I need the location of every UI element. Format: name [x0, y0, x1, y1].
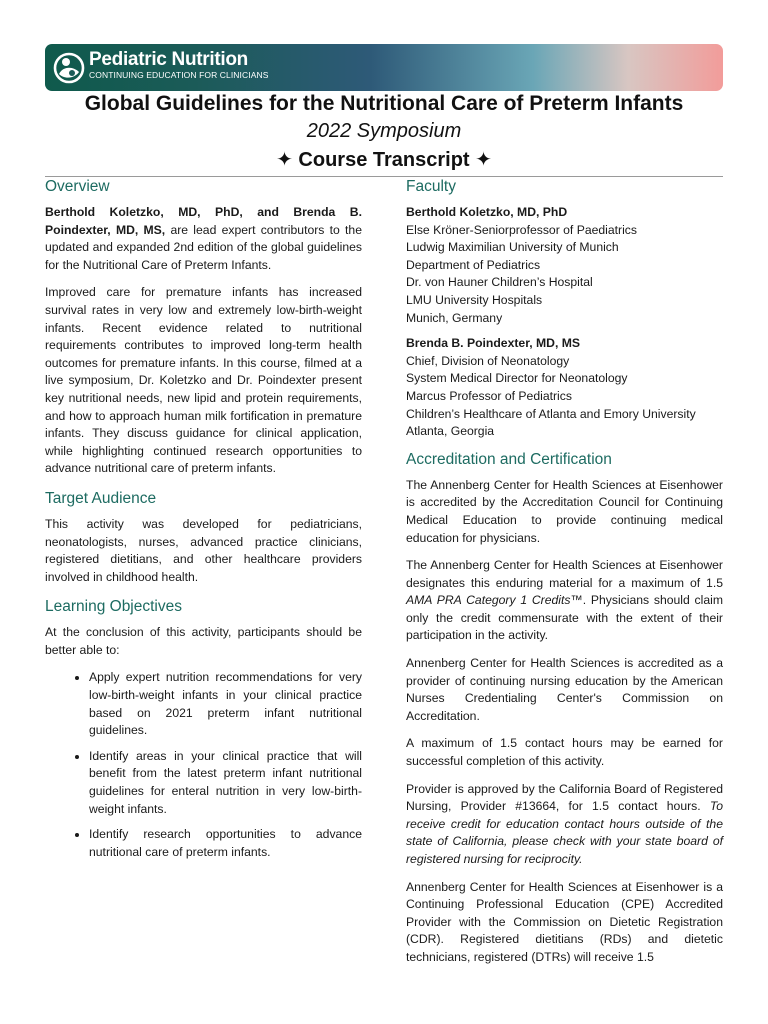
faculty-affiliation: Department of Pediatrics — [406, 257, 541, 272]
objective-item: • Identify areas in your clinical practice that will benefit from the latest preterm infant nutritional guidelines for enteral nutrition in very low-birth-weight infants. — [89, 748, 362, 818]
faculty-affiliation: Chief, Division of Neonatology — [406, 353, 570, 368]
objective-item: • Apply expert nutrition recommendations for very low-birth-weight infants in your clinical practice based on 2021 preterm infant nutritional guidelines. — [89, 669, 362, 739]
faculty-heading: Faculty — [406, 178, 456, 195]
accreditation-paragraph — [406, 781, 723, 869]
overview-p1-text: are lead expert contributors to the updated and expanded 2nd edition of the global guidelines for the Nutritional Care of Preterm Infants. — [45, 222, 362, 272]
accreditation-p5-text: Provider is approved by the California Board of Registered Nursing, Provider #13664, for 1.5 contact hours. — [406, 781, 723, 814]
faculty-affiliation: System Medical Director for Neonatology — [406, 371, 628, 386]
objectives-list — [45, 669, 362, 861]
faculty-affiliation: Munich, Germany — [406, 310, 503, 325]
course-transcript-label: ✦ Course Transcript ✦ — [276, 149, 492, 171]
faculty-name: Berthold Koletzko, MD, PhD — [406, 205, 568, 219]
overview-paragraph-2: Improved care for premature infants has increased survival rates in very low and extremely low-birth-weight infants. Recent evidence related to nutritional requirements contributes to improved long-term health outcomes for premature infants. In this course, filmed at a live symposium, Dr. Koletzko and Dr. Poindexter present key nutritional needs, new lipid and protein requirements, and how to approach human milk fortification in premature infants. They discuss guidance for clinical application, while highlighting continued research opportunities to advance nutritional care of preterm infants. — [45, 285, 362, 476]
faculty-affiliation: Else Kröner-Seniorprofessor of Paediatrics — [406, 222, 637, 237]
document-title: Global Guidelines for the Nutritional Care of Preterm Infants — [84, 92, 684, 115]
accreditation-paragraph: Annenberg Center for Health Sciences is accredited as a provider of continuing nursing education by the American Nurses Credentialing Center's Commission on Accreditation. — [406, 656, 723, 723]
target-audience-text: This activity was developed for pediatricians, neonatologists, nurses, advanced practice clinicians, registered dietitians, and other healthcare providers involved in childhood health. — [45, 516, 362, 584]
overview-authors: Berthold Koletzko, MD, PhD, and Brenda B. Poindexter, MD, MS, — [45, 205, 362, 237]
faculty-affiliation: Children’s Healthcare of Atlanta and Emory University — [406, 406, 696, 421]
document-subtitle: 2022 Symposium — [306, 120, 462, 142]
accreditation-paragraph: A maximum of 1.5 contact hours may be earned for successful completion of this activity. — [406, 736, 723, 769]
objectives-intro: At the conclusion of this activity, participants should be better able to: — [45, 625, 362, 657]
accreditation-heading: Accreditation and Certification — [406, 450, 612, 468]
overview-heading: Overview — [45, 178, 110, 195]
faculty-affiliation: Marcus Professor of Pediatrics — [406, 388, 572, 403]
faculty-name: Brenda B. Poindexter, MD, MS — [406, 336, 581, 351]
accreditation-paragraph: The Annenberg Center for Health Sciences at Eisenhower is accredited by the Accreditation Council for Continuing Medical Education to provide continuing medical education for physicians. — [406, 477, 723, 545]
right-column — [406, 176, 723, 977]
faculty-member — [406, 335, 723, 441]
pediatric-nutrition-logo-icon — [53, 52, 85, 84]
faculty-affiliation: Dr. von Hauner Children’s Hospital — [406, 275, 593, 290]
left-column — [45, 176, 362, 869]
overview-paragraph-1 — [45, 204, 362, 274]
accreditation-p2-text-end: ™. Physicians should claim only the credit commensurate with the extent of their participation in the activity. — [406, 593, 723, 643]
target-audience-heading: Target Audience — [45, 489, 157, 507]
faculty-member — [406, 204, 723, 327]
accreditation-p2-text: The Annenberg Center for Health Sciences at Eisenhower designates this enduring material for a maximum of 1.5 — [406, 558, 723, 590]
credit-designation: AMA PRA Category 1 Credits — [406, 593, 571, 608]
brand-tagline: CONTINUING EDUCATION FOR CLINICIANS — [89, 70, 269, 80]
faculty-affiliation: LMU University Hospitals — [406, 292, 543, 307]
reciprocity-note: To receive credit for education contact hours outside of the state of California, please check with your state board of registered nursing for reciprocity. — [406, 799, 723, 866]
faculty-list — [406, 204, 723, 441]
learning-objectives-heading: Learning Objectives — [45, 598, 182, 616]
brand-name: Pediatric Nutrition — [89, 49, 248, 70]
accreditation-paragraph — [406, 557, 723, 645]
objective-item: • Identify research opportunities to advance nutritional care of preterm infants. — [89, 826, 362, 861]
brand-logo-text — [89, 50, 269, 80]
faculty-affiliation: Atlanta, Georgia — [406, 424, 495, 439]
accreditation-paragraph: Annenberg Center for Health Sciences at Eisenhower is a Continuing Professional Education (CPE) Accredited Provider with the Commission on Dietetic Registration (CDR). Registered dietitians (RDs) and dietetic technicians, registered (DTRs) will receive 1.5 — [406, 879, 723, 964]
faculty-affiliation: Ludwig Maximilian University of Munich — [406, 240, 619, 255]
